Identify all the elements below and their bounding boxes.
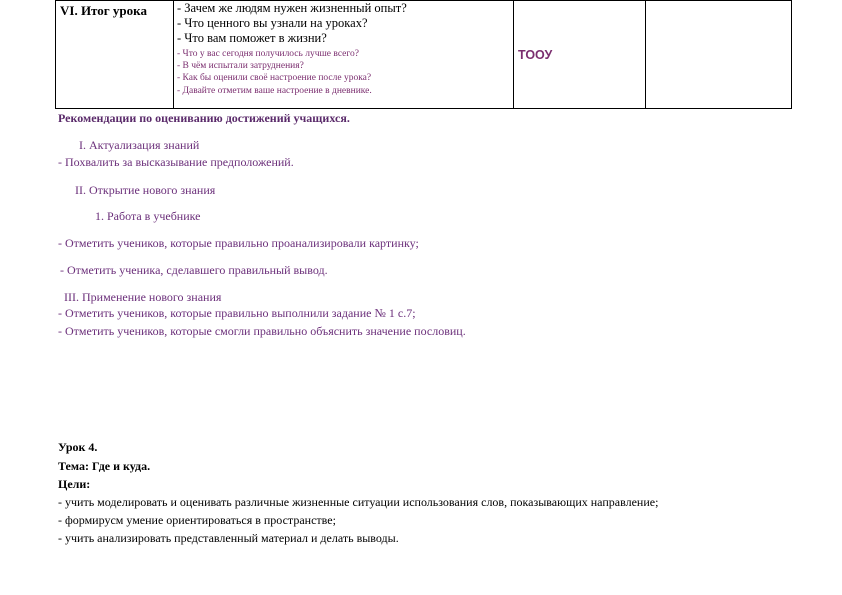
section-heading-1: I. Актуализация знаний xyxy=(79,138,200,152)
subsection-heading: 1. Работа в учебнике xyxy=(95,209,201,223)
table-row xyxy=(56,1,792,109)
section-heading-2: II. Открытие нового знания xyxy=(75,183,216,197)
recommendation-item: - Отметить учеников, которые смогли правильно объяснить значение пословиц. xyxy=(58,324,466,338)
stage-cell xyxy=(56,1,174,109)
sub-question: - В чём испытали затруднения? xyxy=(177,61,304,72)
questions-cell xyxy=(174,1,514,109)
lesson-table xyxy=(55,0,792,109)
sub-question: - Как бы оценили своё настроение после урока? xyxy=(177,73,372,84)
goal-item: - формирусм умение ориентироваться в пространстве; xyxy=(58,513,336,527)
empty-cell xyxy=(646,1,792,109)
question: - Что вам поможет в жизни? xyxy=(177,31,327,45)
section-heading-3: III. Применение нового знания xyxy=(64,290,222,304)
goal-item: - учить моделировать и оценивать различные жизненные ситуации использования слов, показывающих направление; xyxy=(58,495,659,509)
stage-label: VI. Итог урока xyxy=(60,3,147,18)
lesson-title: Урок 4. xyxy=(58,440,98,454)
recommendation-item: - Отметить ученика, сделавшего правильный вывод. xyxy=(60,263,328,277)
method-cell xyxy=(514,1,646,109)
sub-question: - Давайте отметим ваше настроение в дневнике. xyxy=(177,85,372,96)
recommendations-title: Рекомендации по оцениванию достижений учащихся. xyxy=(58,111,350,125)
recommendation-item: - Отметить учеников, которые правильно проанализировали картинку; xyxy=(58,236,419,250)
question: - Зачем же людям нужен жизненный опыт? xyxy=(177,1,407,15)
goals-label: Цели: xyxy=(58,477,91,491)
recommendation-item: - Отметить учеников, которые правильно выполнили задание № 1 с.7; xyxy=(58,306,416,320)
question: - Что ценного вы узнали на уроках? xyxy=(177,16,368,30)
method-label: ТООУ xyxy=(518,47,553,62)
lesson-topic: Тема: Где и куда. xyxy=(58,459,151,473)
recommendation-item: - Похвалить за высказывание предположений. xyxy=(58,155,294,169)
goal-item: - учить анализировать представленный материал и делать выводы. xyxy=(58,531,399,545)
sub-question: - Что у вас сегодня получилось лучше всего? xyxy=(177,49,359,59)
